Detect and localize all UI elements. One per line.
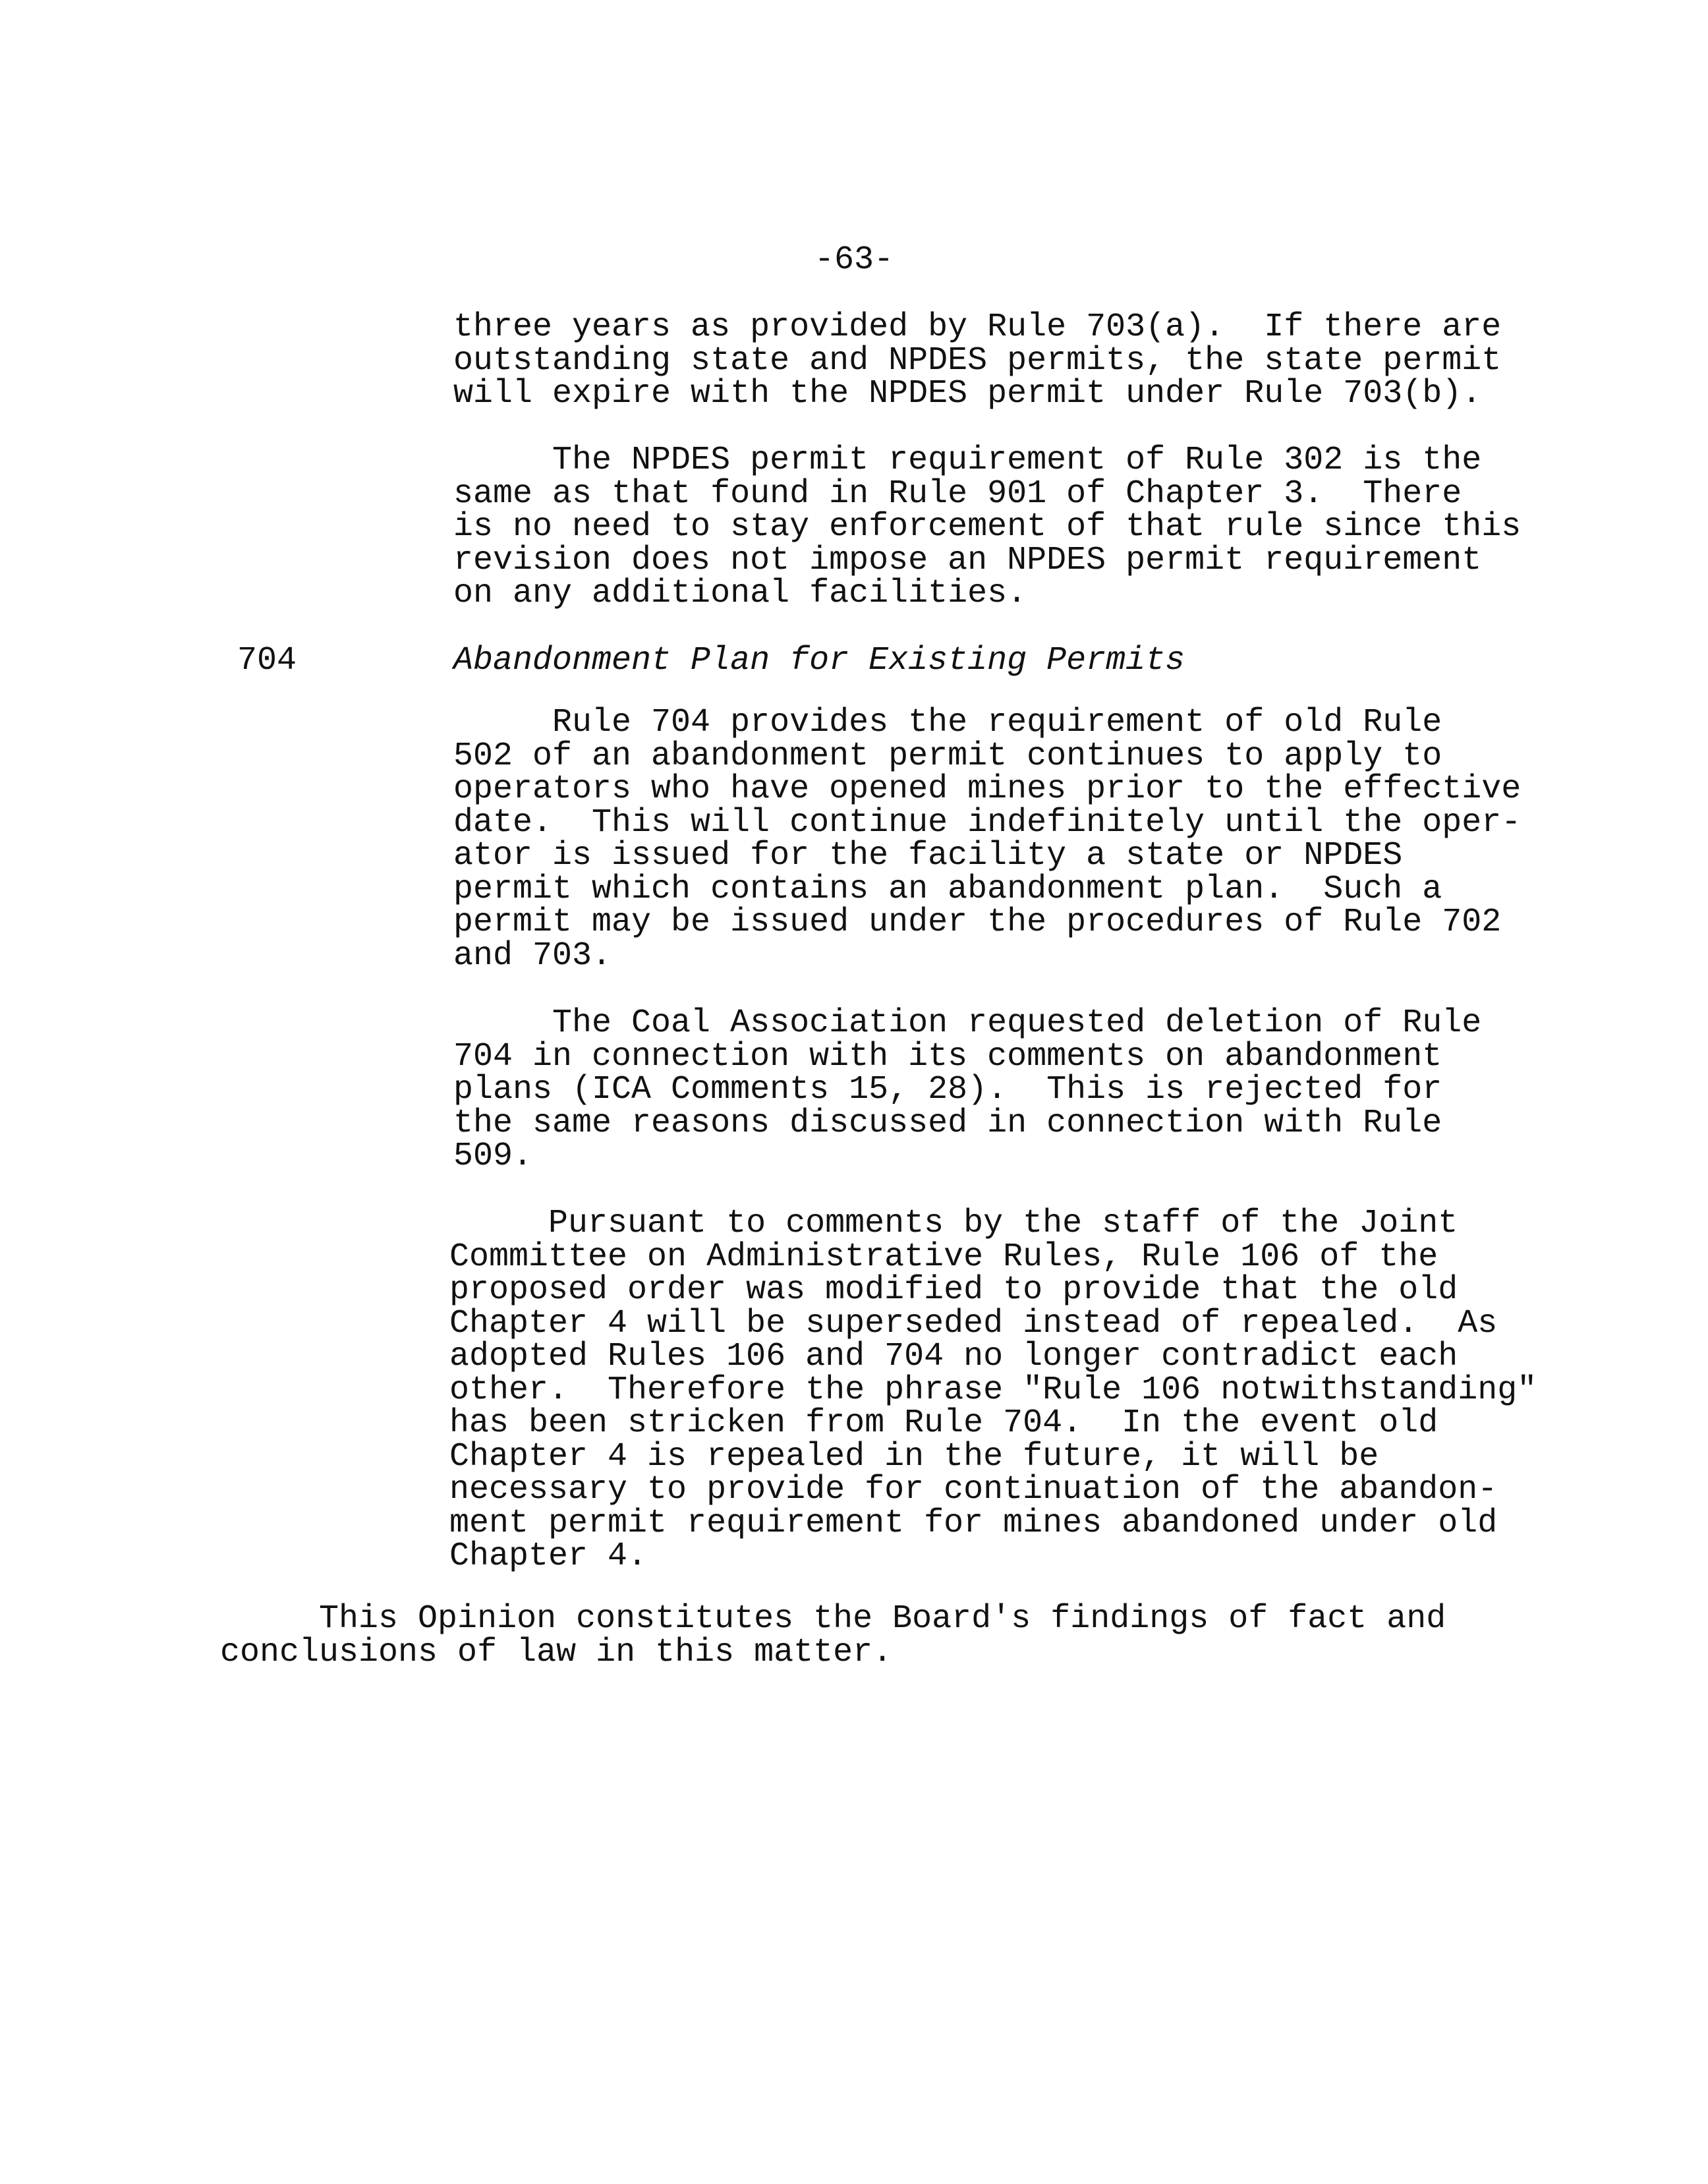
text-line: three years as provided by Rule 703(a). If there are: [453, 308, 1502, 346]
section-704-paragraph-2: [453, 1004, 1574, 1175]
text-line: Pursuant to comments by the staff of the Joint: [449, 1205, 1458, 1242]
npdes-paragraph: [453, 444, 1574, 611]
text-line: date. This will continue indefinitely until the oper-: [453, 803, 1522, 842]
text-line: revision does not impose an NPDES permit requirement: [453, 541, 1482, 579]
text-line: necessary to provide for continuation of the abandon-: [449, 1471, 1498, 1509]
text-line: Chapter 4.: [449, 1537, 648, 1575]
text-line: 502 of an abandonment permit continues to apply to: [453, 737, 1442, 775]
text-line: Chapter 4 will be superseded instead of repealed. As: [449, 1304, 1498, 1342]
text-line: and 703.: [453, 936, 612, 975]
text-line: other. Therefore the phrase "Rule 106 notwithstanding": [449, 1371, 1537, 1409]
section-704-paragraph-1: [453, 706, 1574, 973]
text-line: on any additional facilities.: [453, 575, 1027, 612]
closing-paragraph: [220, 1600, 1538, 1671]
text-line: same as that found in Rule 901 of Chapter 3. There: [453, 474, 1462, 513]
page-number: -63-: [814, 241, 894, 279]
text-line: 509.: [453, 1137, 533, 1175]
text-line: permit may be issued under the procedures of Rule 702: [453, 904, 1502, 941]
text-line: the same reasons discussed in connection with Rule: [453, 1104, 1442, 1142]
text-line: Committee on Administrative Rules, Rule 106 of the: [449, 1238, 1438, 1276]
text-line: outstanding state and NPDES permits, the state permit: [453, 341, 1502, 380]
text-line: Chapter 4 is repealed in the future, it will be: [449, 1437, 1379, 1476]
text-line: will expire with the NPDES permit under Rule 703(b).: [453, 375, 1482, 413]
section-704-paragraph-3: [449, 1207, 1570, 1574]
text-line: conclusions of law in this matter.: [220, 1633, 893, 1671]
section-number: 704: [237, 642, 297, 679]
text-line: The Coal Association requested deletion of Rule: [453, 1004, 1482, 1042]
text-line: The NPDES permit requirement of Rule 302 is the: [453, 442, 1482, 479]
continuation-paragraph: [453, 308, 1574, 413]
section-heading: Abandonment Plan for Existing Permits: [453, 642, 1185, 679]
text-line: 704 in connection with its comments on abandonment: [453, 1037, 1442, 1076]
text-line: is no need to stay enforcement of that rule since this: [453, 508, 1522, 546]
text-line: operators who have opened mines prior to the effective: [453, 770, 1522, 808]
text-line: plans (ICA Comments 15, 28). This is rejected for: [453, 1071, 1442, 1108]
text-line: adopted Rules 106 and 704 no longer contradict each: [449, 1338, 1458, 1375]
text-line: Rule 704 provides the requirement of old Rule: [453, 704, 1442, 741]
text-line: permit which contains an abandonment plan. Such a: [453, 870, 1442, 908]
text-line: This Opinion constitutes the Board's findings of fact and: [220, 1600, 1446, 1638]
text-line: has been stricken from Rule 704. In the event old: [449, 1404, 1438, 1442]
text-line: ator is issued for the facility a state or NPDES: [453, 837, 1403, 875]
text-line: proposed order was modified to provide that the old: [449, 1271, 1458, 1309]
text-line: ment permit requirement for mines abandoned under old: [449, 1504, 1498, 1542]
